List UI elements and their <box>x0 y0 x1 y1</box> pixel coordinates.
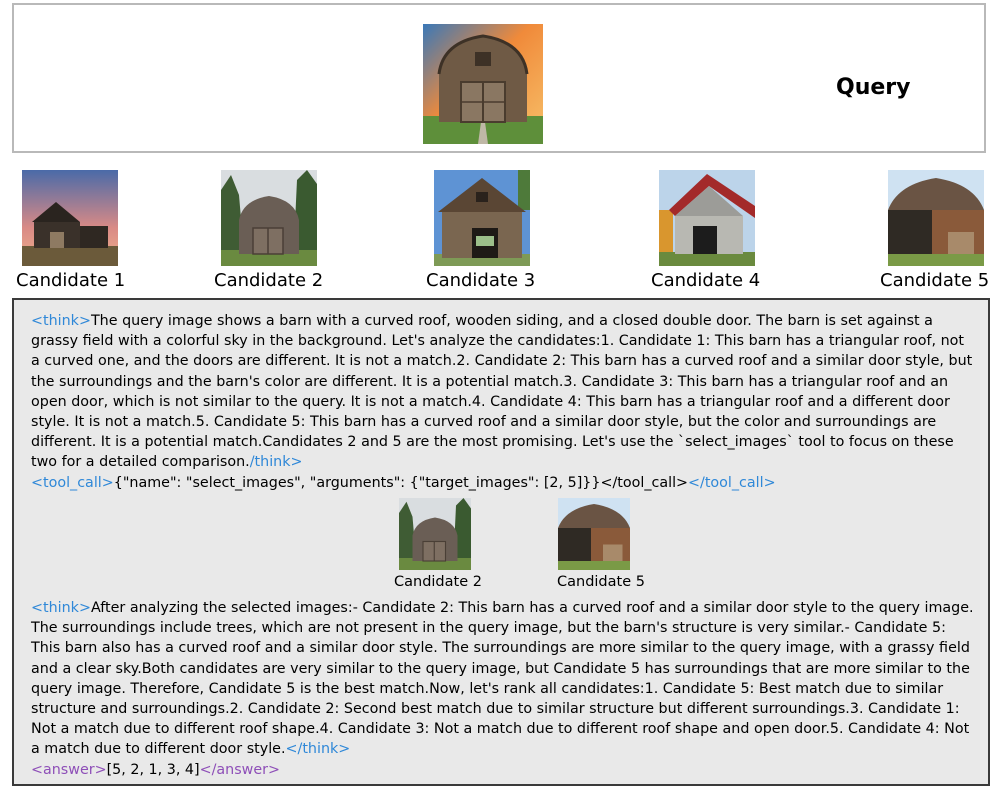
think-open-tag: <think> <box>31 313 91 329</box>
selected-candidate-2-image <box>399 498 471 574</box>
query-panel <box>12 3 986 153</box>
tool-call-close-tag: </tool_call> <box>688 474 776 491</box>
think-close-tag-2: </think> <box>285 741 351 758</box>
think-text-2: After analyzing the selected images:- Candidate 2: This barn has a curved roof and a similar door style to the query image. The surroundings include trees, which are not present in the query image, but the barn's structure is very similar.- Candidate 5: This barn also has a curved roof and a similar door style. The surroundings are more similar to the query image, with a grassy field and a clear sky.Both candidates are very similar to the query image, but Candidate 5 has surroundings that are more similar to the query image. Therefore, Candidate 5 is the best match.Now, let's rank all candidates:1. Candidate 5: Best match due to similar structure and surroundings.2. Candidate 2: Second best match due to similar structure but different surroundings.3. Candidate 1: Not a match due to different roof shape.4. Candidate 3: Not a match due to different roof shape and open door.5. Candidate 4: Not a match due to different door style. <box>31 600 974 758</box>
think-paragraph-2 <box>31 598 976 780</box>
answer-close-tag: </answer> <box>199 761 281 778</box>
candidate-1-label: Candidate 1 <box>16 270 126 291</box>
candidate-2-label: Candidate 2 <box>214 270 324 291</box>
tool-call-text: {"name": "select_images", "arguments": {"target_images": [2, 5]}}</tool_call> <box>113 474 689 491</box>
candidate-5-image <box>888 170 984 266</box>
tool-call-open-tag: <tool_call> <box>31 474 114 491</box>
think-text-1: The query image shows a barn with a curved roof, wooden siding, and a closed double door. The barn is set against a grassy field with a colorful sky in the background. Let's analyze the candidates:1. Candidate 1: This barn has a triangular roof, not a curved one, and the doors are different. It is not a match.2. Candidate 2: This barn has a curved roof and a similar door style, but the surroundings and the barn's color are different. It is a potential match.3. Candidate 3: This barn has a triangular roof and an open door, which is not similar to the query. It is not a match.4. Candidate 4: This barn has a triangular roof and a different door style. It is not a match.5. Candidate 5: This barn has a curved roof and a similar door style, but the color and surroundings are different. It is a potential match.Candidates 2 and 5 are the most promising. Let's use the `select_images` tool to focus on these two for a detailed comparison. <box>31 313 973 471</box>
selected-candidate-2-label: Candidate 2 <box>394 574 482 590</box>
candidate-2-image <box>221 170 317 266</box>
candidate-3-image <box>434 170 530 266</box>
selected-candidate-5-label: Candidate 5 <box>557 574 645 590</box>
candidate-1-image <box>22 170 118 266</box>
candidate-3-label: Candidate 3 <box>426 270 536 291</box>
answer-open-tag: <answer> <box>31 761 107 778</box>
think-close-tag: /think> <box>249 454 303 471</box>
reasoning-trace-panel <box>12 298 990 786</box>
query-label: Query <box>836 75 911 100</box>
answer-text: [5, 2, 1, 3, 4] <box>106 761 200 778</box>
candidate-4-image <box>659 170 755 266</box>
think-open-tag-2: <think> <box>31 600 91 616</box>
think-paragraph-1 <box>31 311 976 493</box>
selected-candidate-5-image <box>558 498 630 574</box>
query-image <box>423 24 543 144</box>
candidate-5-label: Candidate 5 <box>880 270 990 291</box>
candidate-4-label: Candidate 4 <box>651 270 761 291</box>
